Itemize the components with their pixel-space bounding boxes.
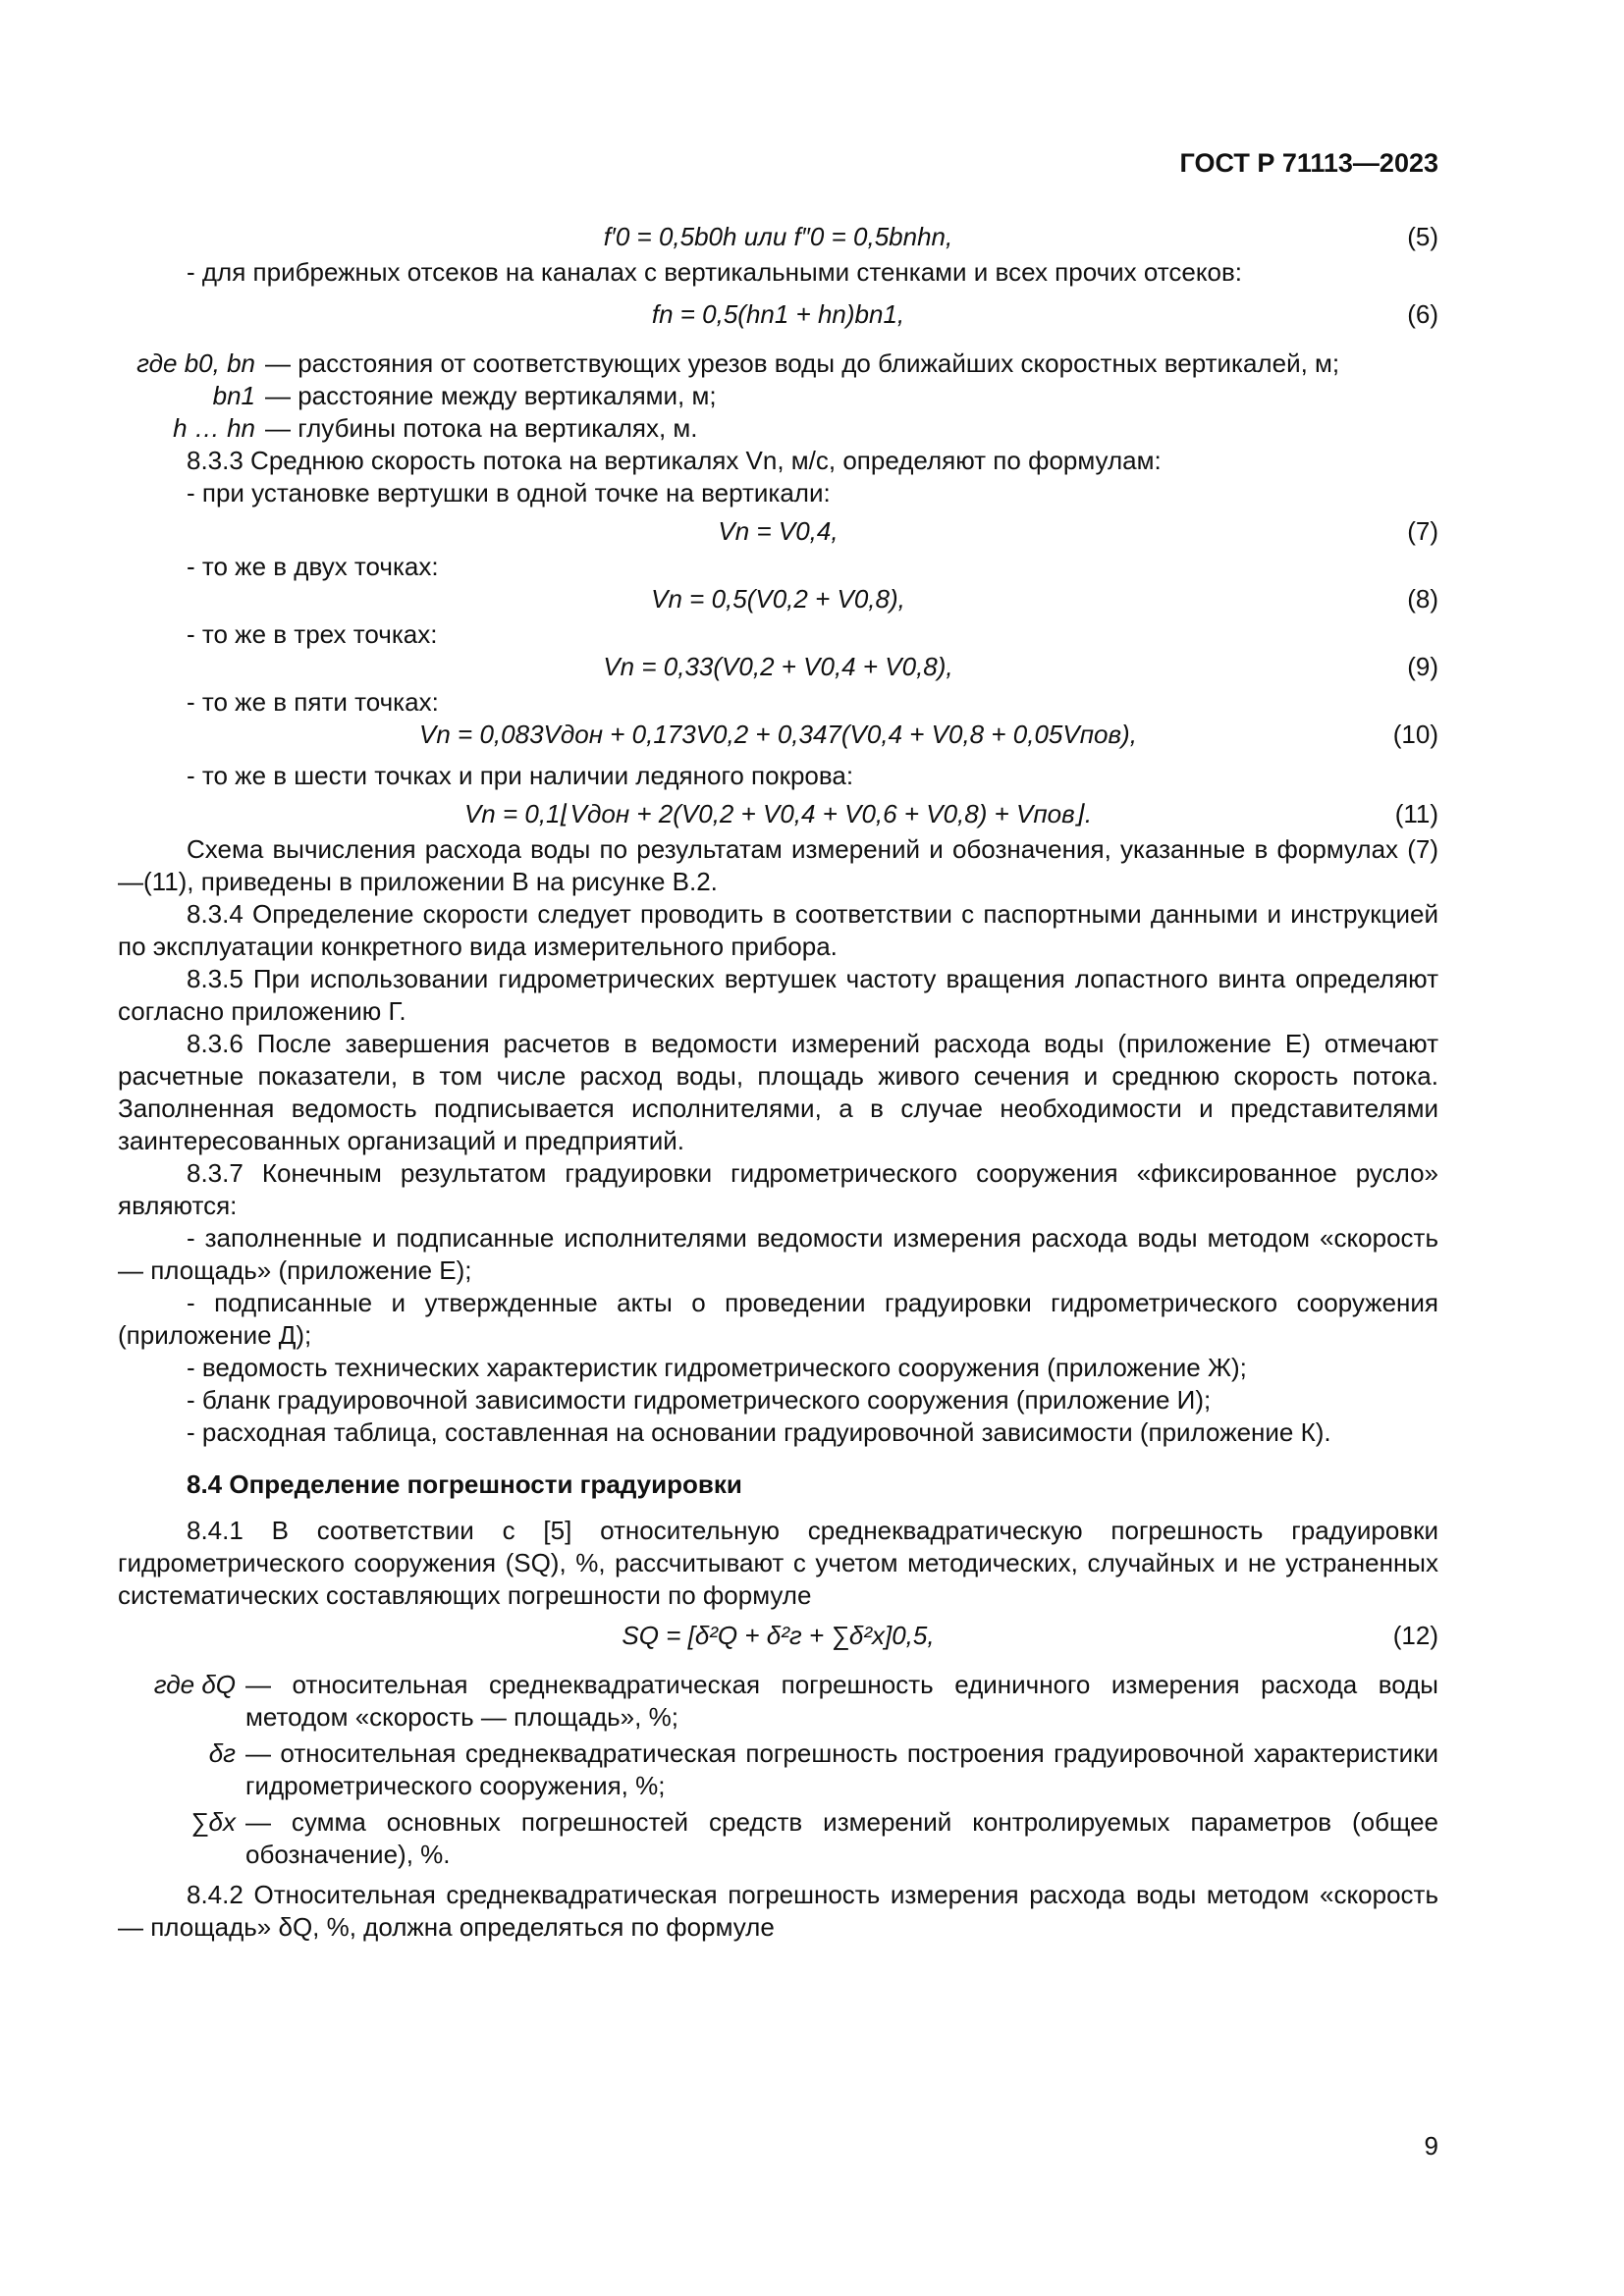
formula-text: Vn = 0,083Vдон + 0,173V0,2 + 0,347(V0,4 + V0,8 + 0,05Vпов), bbox=[419, 720, 1137, 749]
definition-row bbox=[118, 347, 1438, 380]
definition-term: где δQ bbox=[153, 1670, 236, 1699]
definition-text: — сумма основных погрешностей средств измерений контролируемых параметров (общее обозначение), %. bbox=[245, 1807, 1438, 1869]
formula-10 bbox=[118, 719, 1438, 754]
formula-number: (5) bbox=[1407, 222, 1438, 251]
definition-text: — расстояния от соответствующих урезов воды до ближайших скоростных вертикалей, м; bbox=[265, 348, 1340, 378]
definition-term: ∑δx bbox=[190, 1807, 236, 1837]
formula-number: (11) bbox=[1394, 799, 1438, 828]
list-item: - то же в шести точках и при наличии ледяного покрова: bbox=[187, 761, 854, 790]
section-heading-8-4: 8.4 Определение погрешности градуировки bbox=[187, 1469, 742, 1499]
definition-row bbox=[118, 380, 1438, 412]
paragraph-8-4-2: 8.4.2 Относительная среднеквадратическая погрешность измерения расхода воды методом «скорость — площадь» δQ, %, должна определяться по формуле bbox=[118, 1880, 1438, 1942]
definition-text: — расстояние между вертикалями, м; bbox=[265, 381, 717, 410]
formula-text: Vn = 0,33(V0,2 + V0,4 + V0,8), bbox=[603, 652, 953, 681]
list-item: - расходная таблица, составленная на основании градуировочной зависимости (приложение К). bbox=[187, 1417, 1331, 1447]
definition-row bbox=[118, 412, 1438, 445]
formula-8 bbox=[118, 583, 1438, 618]
formula-12 bbox=[118, 1620, 1438, 1655]
list-item: - при установке вертушки в одной точке на вертикали: bbox=[187, 478, 831, 507]
definition-row bbox=[118, 1737, 1438, 1802]
formula-6 bbox=[118, 298, 1438, 334]
definition-term: h … hn bbox=[173, 413, 255, 443]
definition-text: — глубины потока на вертикалях, м. bbox=[265, 413, 698, 443]
formula-5 bbox=[118, 221, 1438, 256]
paragraph-8-3-4: 8.3.4 Определение скорости следует проводить в соответствии с паспортными данными и инструкцией по эксплуатации конкретного вида измерительного прибора. bbox=[118, 899, 1438, 961]
definition-text: — относительная среднеквадратическая погрешность единичного измерения расхода воды методом «скорость — площадь», %; bbox=[245, 1670, 1438, 1732]
definition-term: δг bbox=[208, 1738, 236, 1768]
page-number: 9 bbox=[1424, 2131, 1438, 2161]
list-item: - заполненные и подписанные исполнителями ведомости измерения расхода воды методом «скорость — площадь» (приложение Е); bbox=[118, 1223, 1438, 1285]
formula-text: Vn = 0,1⌊Vдон + 2(V0,2 + V0,4 + V0,6 + V0,8) + Vпов⌋. bbox=[463, 799, 1093, 828]
document-page bbox=[118, 0, 1438, 2296]
formula-number: (9) bbox=[1407, 652, 1438, 681]
definition-term: bn1 bbox=[212, 381, 255, 410]
paragraph-8-3-6: 8.3.6 После завершения расчетов в ведомости измерений расхода воды (приложение Е) отмечают расчетные показатели, в том числе расход воды, площадь живого сечения и среднюю скорость потока. Заполненная ведомость подписывается исполнителями, а в случае необходимости и представителями заинтересованных организаций и предприятий. bbox=[118, 1029, 1438, 1155]
formula-text: fn = 0,5(hn1 + hn)bn1, bbox=[651, 299, 905, 329]
paragraph-8-3-7: 8.3.7 Конечным результатом градуировки гидрометрического сооружения «фиксированное русло» являются: bbox=[118, 1158, 1438, 1220]
formula-text: Vn = V0,4, bbox=[718, 516, 839, 546]
formula-text: Vn = 0,5(V0,2 + V0,8), bbox=[651, 584, 905, 614]
list-item: - то же в двух точках: bbox=[187, 552, 439, 581]
formula-number: (6) bbox=[1407, 299, 1438, 329]
list-item: - ведомость технических характеристик гидрометрического сооружения (приложение Ж); bbox=[187, 1353, 1247, 1382]
formula-9 bbox=[118, 651, 1438, 686]
formula-text: f′0 = 0,5b0h или f″0 = 0,5bnhn, bbox=[603, 222, 953, 251]
formula-number: (7) bbox=[1407, 516, 1438, 546]
definition-text: — относительная среднеквадратическая погрешность построения градуировочной характеристики гидрометрического сооружения, %; bbox=[245, 1738, 1438, 1800]
document-code-header: ГОСТ Р 71113—2023 bbox=[1179, 148, 1438, 178]
document-body bbox=[118, 221, 1438, 1944]
formula-number: (12) bbox=[1392, 1621, 1438, 1650]
list-item: - бланк градуировочной зависимости гидрометрического сооружения (приложение И); bbox=[187, 1385, 1212, 1415]
formula-text: SQ = [δ²Q + δ²г + ∑δ²x]0,5, bbox=[622, 1621, 935, 1650]
definition-term: где b0, bn bbox=[136, 348, 255, 378]
paragraph-8-3-3: 8.3.3 Среднюю скорость потока на вертикалях Vn, м/с, определяют по формулам: bbox=[187, 446, 1162, 475]
formula-7 bbox=[118, 515, 1438, 551]
paragraph-8-4-1: 8.4.1 В соответствии с [5] относительную среднеквадратическую погрешность градуировки гидрометрического сооружения (SQ), %, рассчитывают с учетом методических, случайных и не устраненных систематических составляющих погрешности по формуле bbox=[118, 1516, 1438, 1610]
formula-number: (10) bbox=[1392, 720, 1438, 749]
list-item: - то же в пяти точках: bbox=[187, 687, 439, 717]
formula-11 bbox=[118, 798, 1438, 833]
definition-row bbox=[118, 1669, 1438, 1734]
list-item: - то же в трех точках: bbox=[187, 619, 438, 649]
formula-number: (8) bbox=[1407, 584, 1438, 614]
paragraph-8-3-5: 8.3.5 При использовании гидрометрических вертушек частоту вращения лопастного винта определяют согласно приложению Г. bbox=[118, 964, 1438, 1026]
list-item: - подписанные и утвержденные акты о проведении градуировки гидрометрического сооружения (приложение Д); bbox=[118, 1288, 1438, 1350]
definition-row bbox=[118, 1806, 1438, 1871]
list-item: - для прибрежных отсеков на каналах с вертикальными стенками и всех прочих отсеков: bbox=[187, 257, 1243, 287]
paragraph-scheme: Схема вычисления расхода воды по результатам измерений и обозначения, указанные в формулах (7)—(11), приведены в приложении В на рисунке В.2. bbox=[118, 834, 1438, 896]
